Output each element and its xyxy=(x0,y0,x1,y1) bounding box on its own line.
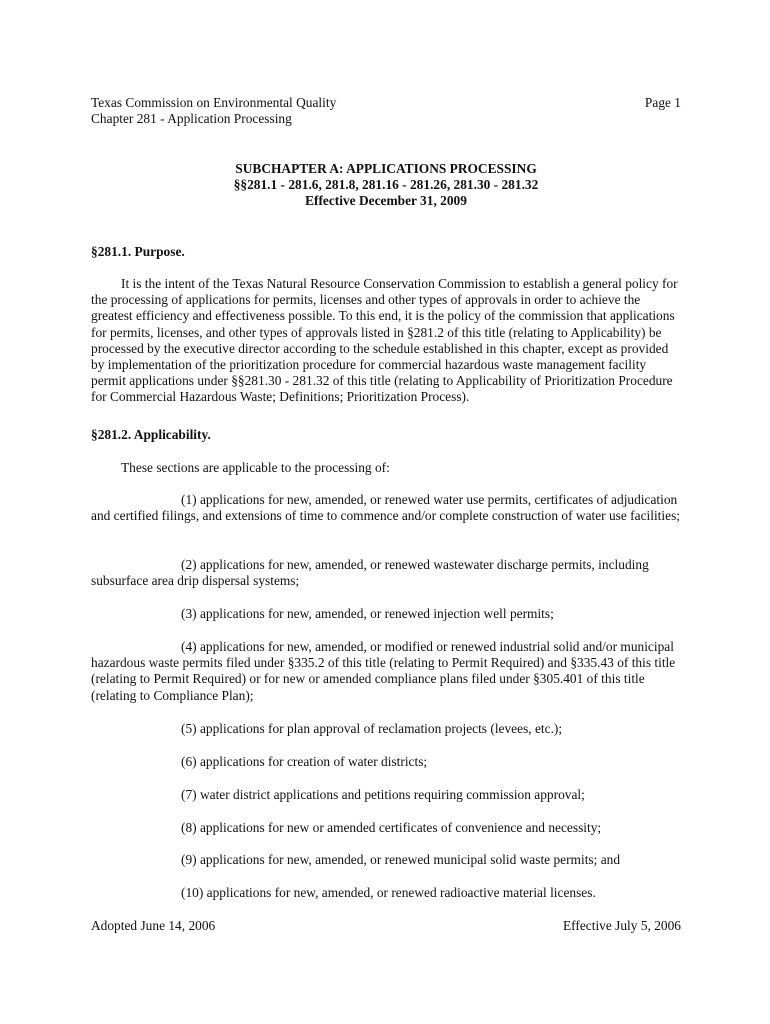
chapter-title: Chapter 281 - Application Processing xyxy=(91,111,292,127)
list-item: (3) applications for new, amended, or renewed injection well permits; xyxy=(181,606,554,621)
applicability-intro: These sections are applicable to the processing of: xyxy=(121,460,390,475)
list-item: (6) applications for creation of water districts; xyxy=(181,754,428,769)
list-item: (2) applications for new, amended, or renewed wastewater discharge permits, including subsurface area drip dispersal systems; xyxy=(91,557,649,589)
subchapter-heading: SUBCHAPTER A: APPLICATIONS PROCESSING xyxy=(235,161,537,176)
adopted-date: Adopted June 14, 2006 xyxy=(91,918,216,933)
purpose-paragraph: It is the intent of the Texas Natural Resource Conservation Commission to establish a general policy for the processing of applications for permits, licenses and other types of approvals in order to achieve the greatest efficiency and effectiveness possible. To this end, it is the policy of the commission that applications for permits, licenses, and other types of approvals listed in §281.2 of this title (relating to Applicability) be processed by the executive director according to the schedule established in this chapter, except as provided by implementation of the prioritization procedure for commercial hazardous waste management facility permit applications under §§281.30 - 281.32 of this title (relating to Applicability of Prioritization Procedure for Commercial Hazardous Waste; Definitions; Prioritization Process). xyxy=(91,276,678,405)
effective-date: Effective December 31, 2009 xyxy=(305,193,467,209)
page-number: Page 1 xyxy=(644,95,681,110)
section-range: §§281.1 - 281.6, 281.8, 281.16 - 281.26, 281.30 - 281.32 xyxy=(233,177,539,193)
page-header xyxy=(91,95,681,127)
list-item: (7) water district applications and petitions requiring commission approval; xyxy=(181,787,585,802)
list-item: (9) applications for new, amended, or renewed municipal solid waste permits; and xyxy=(181,852,621,867)
list-item: (5) applications for plan approval of reclamation projects (levees, etc.); xyxy=(181,721,563,736)
effective-date-footer: Effective July 5, 2006 xyxy=(562,918,681,933)
purpose-heading: §281.1. Purpose. xyxy=(91,244,185,259)
list-item: (8) applications for new or amended certificates of convenience and necessity; xyxy=(181,820,602,835)
list-item: (4) applications for new, amended, or modified or renewed industrial solid and/or municipal hazardous waste permits filed under §335.2 of this title (relating to Permit Required) and §335.43 of this title (relating to Permit Required) or for new or amended compliance plans filed under §305.401 of this title (relating to Compliance Plan); xyxy=(91,639,676,703)
list-item: (1) applications for new, amended, or renewed water use permits, certificates of adjudication and certified filings, and extensions of time to commence and/or complete construction of water use facilities; xyxy=(91,492,680,524)
page-footer xyxy=(91,918,681,934)
subchapter-title xyxy=(91,161,681,210)
list-item: (10) applications for new, amended, or renewed radioactive material licenses. xyxy=(181,885,596,900)
agency-name: Texas Commission on Environmental Quality xyxy=(91,95,337,110)
applicability-heading: §281.2. Applicability. xyxy=(91,427,211,442)
